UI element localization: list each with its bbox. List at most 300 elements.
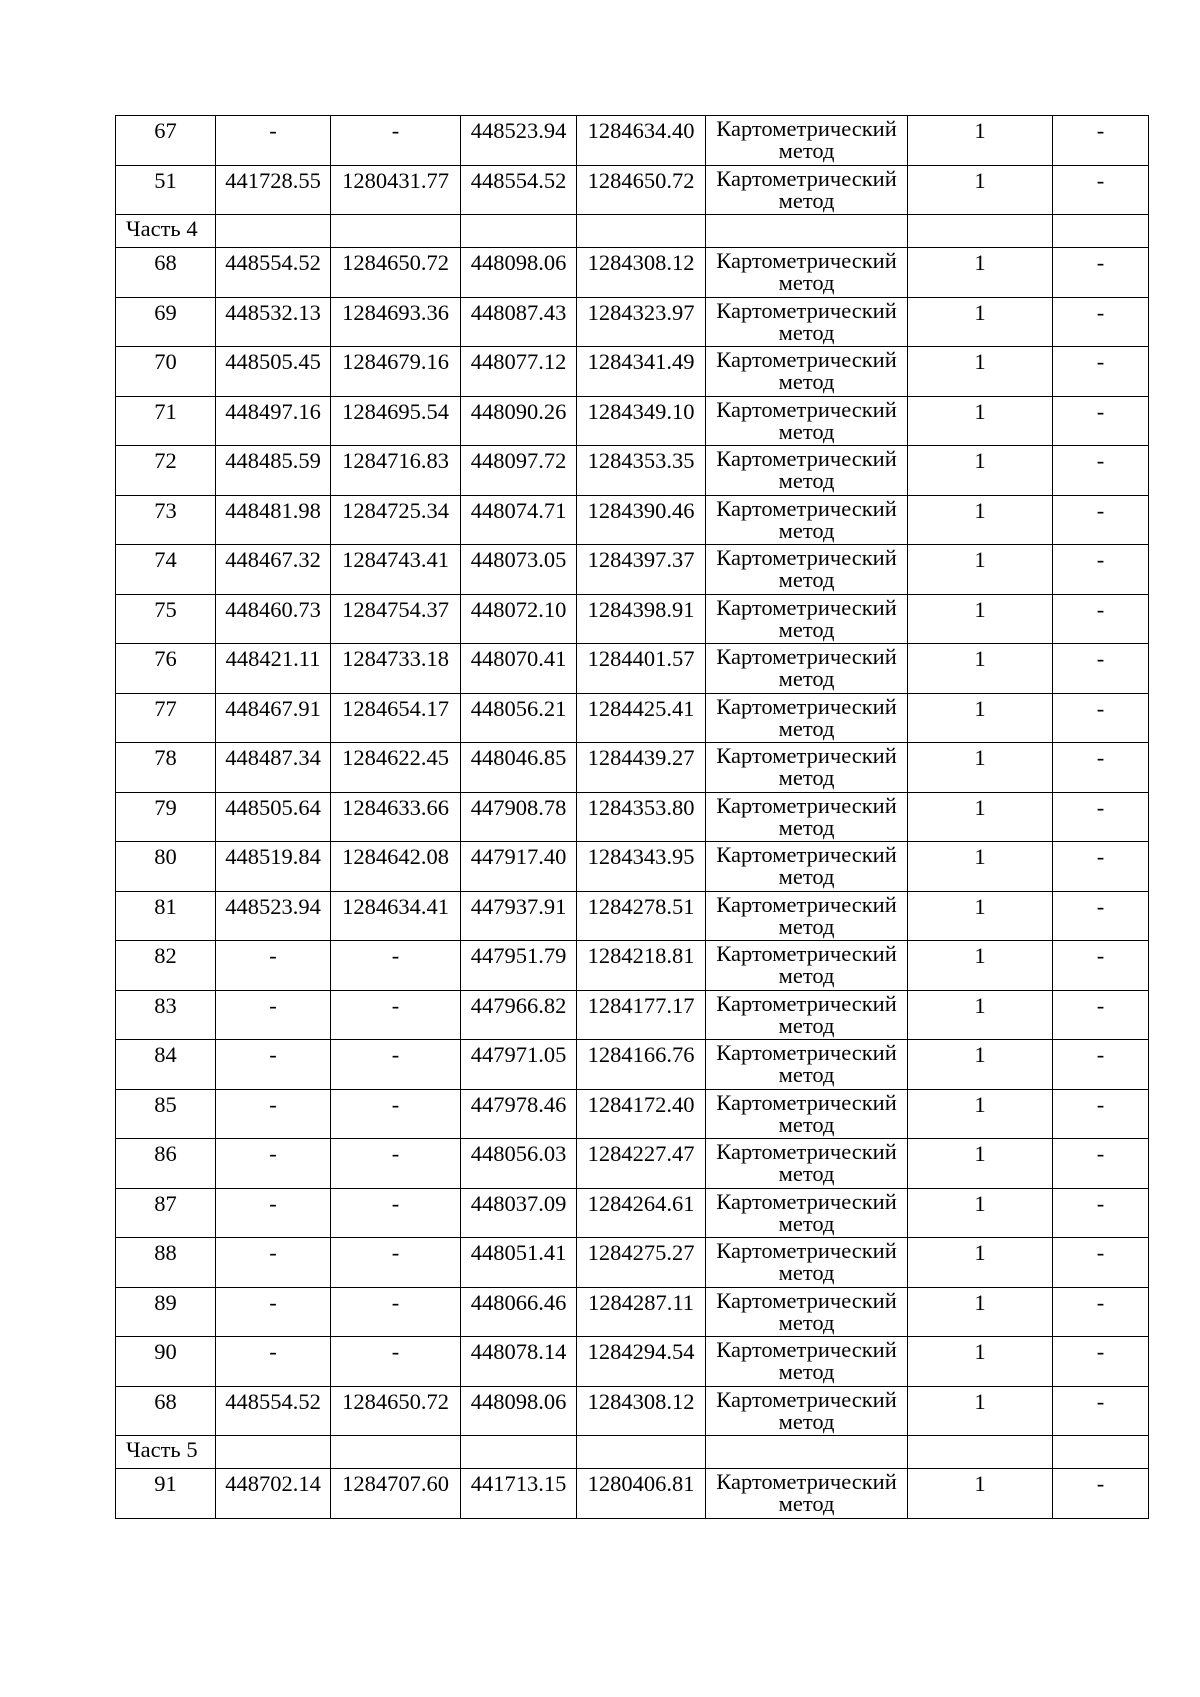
accuracy-cell: 1 <box>908 792 1053 842</box>
method-label-line2: метод <box>778 138 835 163</box>
table-row <box>116 165 1149 215</box>
method-label-line2: метод <box>778 1161 835 1186</box>
x-old-cell: 448554.52 <box>216 1386 331 1436</box>
x-new-cell: 448078.14 <box>461 1337 577 1387</box>
method-label-line1: Картометрический <box>716 1040 897 1065</box>
method-label-line2: метод <box>778 864 835 889</box>
x-new-cell: 448056.21 <box>461 693 577 743</box>
x-old-cell: - <box>216 941 331 991</box>
method-label-line1: Картометрический <box>716 644 897 669</box>
method-cell <box>706 1469 908 1519</box>
method-label-line1: Картометрический <box>716 941 897 966</box>
empty-cell <box>577 215 706 248</box>
table-row <box>116 1469 1149 1519</box>
x-new-cell: 448098.06 <box>461 248 577 298</box>
table-row <box>116 792 1149 842</box>
note-cell: - <box>1053 1287 1149 1337</box>
method-label-line1: Картометрический <box>716 594 897 620</box>
x-new-cell: 448090.26 <box>461 396 577 446</box>
y-new-cell: 1284275.27 <box>577 1238 706 1288</box>
note-cell: - <box>1053 1469 1149 1519</box>
y-new-cell: 1284323.97 <box>577 297 706 347</box>
empty-cell <box>706 1436 908 1469</box>
method-label-line2: метод <box>778 1309 835 1335</box>
x-old-cell: 448505.45 <box>216 347 331 397</box>
x-old-cell: - <box>216 990 331 1040</box>
method-label-line1: Картометрический <box>716 1287 897 1313</box>
note-cell: - <box>1053 1089 1149 1139</box>
empty-cell <box>461 1436 577 1469</box>
method-label-line1: Картометрический <box>716 693 897 719</box>
coordinates-table <box>115 115 1149 1519</box>
note-cell: - <box>1053 743 1149 793</box>
point-number-cell: 77 <box>116 693 216 743</box>
method-label-line2: метод <box>778 1012 835 1038</box>
note-cell: - <box>1053 165 1149 215</box>
note-cell: - <box>1053 1337 1149 1387</box>
empty-cell <box>216 1436 331 1469</box>
y-new-cell: 1284287.11 <box>577 1287 706 1337</box>
x-new-cell: 447966.82 <box>461 990 577 1040</box>
x-new-cell: 448073.05 <box>461 545 577 595</box>
empty-cell <box>331 215 461 248</box>
x-old-cell: 448485.59 <box>216 446 331 496</box>
x-old-cell: - <box>216 1238 331 1288</box>
accuracy-cell: 1 <box>908 165 1053 215</box>
table-row <box>116 347 1149 397</box>
x-new-cell: 448046.85 <box>461 743 577 793</box>
y-new-cell: 1284401.57 <box>577 644 706 694</box>
x-old-cell: 448487.34 <box>216 743 331 793</box>
x-old-cell: 448460.73 <box>216 594 331 644</box>
x-new-cell: 448098.06 <box>461 1386 577 1436</box>
accuracy-cell: 1 <box>908 990 1053 1040</box>
point-number-cell: 70 <box>116 347 216 397</box>
table-row <box>116 1386 1149 1436</box>
method-label-line2: метод <box>778 270 835 295</box>
point-number-cell: 81 <box>116 891 216 941</box>
y-old-cell: 1284716.83 <box>331 446 461 496</box>
method-label-line1: Картометрический <box>716 1089 897 1115</box>
x-old-cell: 448702.14 <box>216 1469 331 1519</box>
method-label-line1: Картометрический <box>716 116 897 141</box>
accuracy-cell: 1 <box>908 1386 1053 1436</box>
x-new-cell: 448070.41 <box>461 644 577 694</box>
point-number-cell: 73 <box>116 495 216 545</box>
x-new-cell: 448554.52 <box>461 165 577 215</box>
x-old-cell: 448523.94 <box>216 891 331 941</box>
method-label-line2: метод <box>778 1210 835 1236</box>
point-number-cell: 85 <box>116 1089 216 1139</box>
table-row <box>116 891 1149 941</box>
note-cell: - <box>1053 1040 1149 1090</box>
method-cell <box>706 446 908 496</box>
point-number-cell: 83 <box>116 990 216 1040</box>
table-row <box>116 446 1149 496</box>
method-cell <box>706 248 908 298</box>
y-old-cell: 1280431.77 <box>331 165 461 215</box>
method-cell <box>706 891 908 941</box>
x-old-cell: - <box>216 1139 331 1189</box>
y-new-cell: 1284353.80 <box>577 792 706 842</box>
x-old-cell: - <box>216 116 331 166</box>
method-label-line2: метод <box>778 1359 835 1384</box>
y-new-cell: 1284349.10 <box>577 396 706 446</box>
y-old-cell: 1284707.60 <box>331 1469 461 1519</box>
method-cell <box>706 644 908 694</box>
point-number-cell: 71 <box>116 396 216 446</box>
point-number-cell: 67 <box>116 116 216 166</box>
x-old-cell: 448532.13 <box>216 297 331 347</box>
point-number-cell: 75 <box>116 594 216 644</box>
method-cell <box>706 1287 908 1337</box>
y-new-cell: 1284353.35 <box>577 446 706 496</box>
accuracy-cell: 1 <box>908 297 1053 347</box>
point-number-cell: 68 <box>116 248 216 298</box>
point-number-cell: 79 <box>116 792 216 842</box>
x-new-cell: 448097.72 <box>461 446 577 496</box>
note-cell: - <box>1053 1238 1149 1288</box>
method-label-line1: Картометрический <box>716 495 897 521</box>
x-new-cell: 448074.71 <box>461 495 577 545</box>
note-cell: - <box>1053 990 1149 1040</box>
y-new-cell: 1284218.81 <box>577 941 706 991</box>
method-cell <box>706 1337 908 1387</box>
note-cell: - <box>1053 644 1149 694</box>
x-new-cell: 448066.46 <box>461 1287 577 1337</box>
empty-cell <box>216 215 331 248</box>
table-row <box>116 990 1149 1040</box>
method-cell <box>706 1188 908 1238</box>
y-new-cell: 1284294.54 <box>577 1337 706 1387</box>
method-cell <box>706 990 908 1040</box>
method-label-line1: Картометрический <box>716 446 897 471</box>
method-label-line1: Картометрический <box>716 1337 897 1362</box>
method-label-line2: метод <box>778 765 835 790</box>
note-cell: - <box>1053 941 1149 991</box>
note-cell: - <box>1053 545 1149 595</box>
accuracy-cell: 1 <box>908 594 1053 644</box>
method-cell <box>706 396 908 446</box>
table-row <box>116 495 1149 545</box>
table-body <box>116 116 1149 1519</box>
y-new-cell: 1284650.72 <box>577 165 706 215</box>
accuracy-cell: 1 <box>908 743 1053 793</box>
method-label-line2: метод <box>778 187 835 213</box>
note-cell: - <box>1053 891 1149 941</box>
empty-cell <box>908 215 1053 248</box>
y-old-cell: - <box>331 1089 461 1139</box>
method-cell <box>706 792 908 842</box>
note-cell: - <box>1053 396 1149 446</box>
note-cell: - <box>1053 1188 1149 1238</box>
method-label-line1: Картометрический <box>716 165 897 191</box>
y-new-cell: 1284398.91 <box>577 594 706 644</box>
y-new-cell: 1284227.47 <box>577 1139 706 1189</box>
y-new-cell: 1284439.27 <box>577 743 706 793</box>
method-cell <box>706 1238 908 1288</box>
method-label-line1: Картометрический <box>716 1238 897 1263</box>
y-new-cell: 1284397.37 <box>577 545 706 595</box>
table-row <box>116 1337 1149 1387</box>
method-cell <box>706 495 908 545</box>
method-label-line2: метод <box>778 715 835 741</box>
x-old-cell: 448481.98 <box>216 495 331 545</box>
accuracy-cell: 1 <box>908 1469 1053 1519</box>
y-new-cell: 1284278.51 <box>577 891 706 941</box>
x-new-cell: 448072.10 <box>461 594 577 644</box>
y-old-cell: - <box>331 1238 461 1288</box>
method-label-line1: Картометрический <box>716 248 897 273</box>
accuracy-cell: 1 <box>908 347 1053 397</box>
method-label-line2: метод <box>778 963 835 988</box>
y-new-cell: 1284264.61 <box>577 1188 706 1238</box>
table-row <box>116 1089 1149 1139</box>
note-cell: - <box>1053 1139 1149 1189</box>
y-old-cell: 1284743.41 <box>331 545 461 595</box>
accuracy-cell: 1 <box>908 1287 1053 1337</box>
y-old-cell: 1284634.41 <box>331 891 461 941</box>
method-label-line2: метод <box>778 1408 835 1434</box>
table-row <box>116 644 1149 694</box>
x-new-cell: 447917.40 <box>461 842 577 892</box>
accuracy-cell: 1 <box>908 1188 1053 1238</box>
y-old-cell: 1284650.72 <box>331 1386 461 1436</box>
note-cell: - <box>1053 495 1149 545</box>
y-old-cell: 1284725.34 <box>331 495 461 545</box>
y-new-cell: 1284166.76 <box>577 1040 706 1090</box>
point-number-cell: 76 <box>116 644 216 694</box>
y-old-cell: - <box>331 1188 461 1238</box>
x-new-cell: 441713.15 <box>461 1469 577 1519</box>
x-old-cell: 448554.52 <box>216 248 331 298</box>
y-new-cell: 1284634.40 <box>577 116 706 166</box>
accuracy-cell: 1 <box>908 446 1053 496</box>
y-old-cell: 1284679.16 <box>331 347 461 397</box>
part-label: Часть 5 <box>116 1436 216 1469</box>
method-cell <box>706 594 908 644</box>
method-cell <box>706 1040 908 1090</box>
y-new-cell: 1280406.81 <box>577 1469 706 1519</box>
method-label-line2: метод <box>778 616 835 642</box>
method-label-line2: метод <box>778 1062 835 1087</box>
empty-cell <box>908 1436 1053 1469</box>
point-number-cell: 87 <box>116 1188 216 1238</box>
point-number-cell: 51 <box>116 165 216 215</box>
point-number-cell: 91 <box>116 1469 216 1519</box>
empty-cell <box>461 215 577 248</box>
x-old-cell: 448467.32 <box>216 545 331 595</box>
table-row <box>116 1139 1149 1189</box>
accuracy-cell: 1 <box>908 116 1053 166</box>
y-old-cell: - <box>331 1040 461 1090</box>
method-cell <box>706 693 908 743</box>
method-label-line2: метод <box>778 1111 835 1137</box>
y-new-cell: 1284390.46 <box>577 495 706 545</box>
method-cell <box>706 116 908 166</box>
method-cell <box>706 297 908 347</box>
x-old-cell: 448421.11 <box>216 644 331 694</box>
y-old-cell: 1284642.08 <box>331 842 461 892</box>
y-old-cell: 1284693.36 <box>331 297 461 347</box>
method-cell <box>706 347 908 397</box>
y-old-cell: - <box>331 116 461 166</box>
point-number-cell: 88 <box>116 1238 216 1288</box>
note-cell: - <box>1053 594 1149 644</box>
accuracy-cell: 1 <box>908 1238 1053 1288</box>
point-number-cell: 74 <box>116 545 216 595</box>
point-number-cell: 90 <box>116 1337 216 1387</box>
y-old-cell: 1284633.66 <box>331 792 461 842</box>
table-row <box>116 941 1149 991</box>
point-number-cell: 69 <box>116 297 216 347</box>
method-label-line2: метод <box>778 814 835 840</box>
note-cell: - <box>1053 792 1149 842</box>
note-cell: - <box>1053 693 1149 743</box>
y-old-cell: 1284622.45 <box>331 743 461 793</box>
note-cell: - <box>1053 116 1149 166</box>
accuracy-cell: 1 <box>908 644 1053 694</box>
note-cell: - <box>1053 1386 1149 1436</box>
method-label-line2: метод <box>778 1491 835 1516</box>
x-old-cell: 441728.55 <box>216 165 331 215</box>
point-number-cell: 86 <box>116 1139 216 1189</box>
point-number-cell: 89 <box>116 1287 216 1337</box>
method-label-line1: Картометрический <box>716 347 897 372</box>
point-number-cell: 80 <box>116 842 216 892</box>
y-new-cell: 1284341.49 <box>577 347 706 397</box>
x-new-cell: 448056.03 <box>461 1139 577 1189</box>
x-new-cell: 447951.79 <box>461 941 577 991</box>
table-row <box>116 1040 1149 1090</box>
x-old-cell: 448497.16 <box>216 396 331 446</box>
part-header-row <box>116 215 1149 248</box>
accuracy-cell: 1 <box>908 545 1053 595</box>
method-label-line2: метод <box>778 369 835 394</box>
y-old-cell: - <box>331 1139 461 1189</box>
method-label-line1: Картометрический <box>716 1188 897 1214</box>
table-row <box>116 545 1149 595</box>
x-old-cell: - <box>216 1040 331 1090</box>
empty-cell <box>706 215 908 248</box>
table-row <box>116 594 1149 644</box>
accuracy-cell: 1 <box>908 1040 1053 1090</box>
x-old-cell: - <box>216 1188 331 1238</box>
accuracy-cell: 1 <box>908 1139 1053 1189</box>
note-cell: - <box>1053 842 1149 892</box>
method-label-line1: Картометрический <box>716 545 897 570</box>
method-label-line1: Картометрический <box>716 792 897 818</box>
y-old-cell: 1284695.54 <box>331 396 461 446</box>
y-new-cell: 1284425.41 <box>577 693 706 743</box>
method-label-line2: метод <box>778 517 835 543</box>
y-old-cell: 1284654.17 <box>331 693 461 743</box>
method-cell <box>706 1386 908 1436</box>
x-old-cell: - <box>216 1089 331 1139</box>
accuracy-cell: 1 <box>908 693 1053 743</box>
method-label-line2: метод <box>778 1260 835 1285</box>
table-row <box>116 693 1149 743</box>
empty-cell <box>577 1436 706 1469</box>
note-cell: - <box>1053 297 1149 347</box>
note-cell: - <box>1053 347 1149 397</box>
accuracy-cell: 1 <box>908 248 1053 298</box>
method-cell <box>706 1139 908 1189</box>
table-row <box>116 116 1149 166</box>
accuracy-cell: 1 <box>908 1337 1053 1387</box>
x-new-cell: 448051.41 <box>461 1238 577 1288</box>
method-label-line1: Картометрический <box>716 891 897 917</box>
method-label-line1: Картометрический <box>716 396 897 422</box>
x-old-cell: - <box>216 1337 331 1387</box>
y-new-cell: 1284172.40 <box>577 1089 706 1139</box>
accuracy-cell: 1 <box>908 941 1053 991</box>
point-number-cell: 84 <box>116 1040 216 1090</box>
y-old-cell: 1284754.37 <box>331 594 461 644</box>
method-label-line2: метод <box>778 567 835 592</box>
table-row <box>116 1287 1149 1337</box>
method-cell <box>706 545 908 595</box>
method-label-line2: метод <box>778 418 835 444</box>
y-new-cell: 1284177.17 <box>577 990 706 1040</box>
x-old-cell: 448467.91 <box>216 693 331 743</box>
point-number-cell: 78 <box>116 743 216 793</box>
table-row <box>116 1188 1149 1238</box>
note-cell: - <box>1053 446 1149 496</box>
accuracy-cell: 1 <box>908 396 1053 446</box>
y-new-cell: 1284308.12 <box>577 248 706 298</box>
method-label-line2: метод <box>778 319 835 345</box>
method-label-line1: Картометрический <box>716 1469 897 1494</box>
point-number-cell: 82 <box>116 941 216 991</box>
table-row <box>116 297 1149 347</box>
part-header-row <box>116 1436 1149 1469</box>
note-cell: - <box>1053 248 1149 298</box>
method-label-line2: метод <box>778 913 835 939</box>
empty-cell <box>1053 215 1149 248</box>
y-old-cell: - <box>331 990 461 1040</box>
method-cell <box>706 842 908 892</box>
x-old-cell: 448519.84 <box>216 842 331 892</box>
method-label-line2: метод <box>778 666 835 691</box>
y-old-cell: - <box>331 941 461 991</box>
method-label-line1: Картометрический <box>716 297 897 323</box>
method-label-line2: метод <box>778 468 835 493</box>
table-row <box>116 248 1149 298</box>
x-new-cell: 448077.12 <box>461 347 577 397</box>
empty-cell <box>331 1436 461 1469</box>
y-old-cell: 1284650.72 <box>331 248 461 298</box>
table-row <box>116 842 1149 892</box>
x-new-cell: 447908.78 <box>461 792 577 842</box>
accuracy-cell: 1 <box>908 842 1053 892</box>
x-new-cell: 448523.94 <box>461 116 577 166</box>
table-row <box>116 396 1149 446</box>
x-new-cell: 448037.09 <box>461 1188 577 1238</box>
method-label-line1: Картометрический <box>716 1386 897 1412</box>
empty-cell <box>1053 1436 1149 1469</box>
method-label-line1: Картометрический <box>716 743 897 768</box>
y-old-cell: - <box>331 1337 461 1387</box>
method-cell <box>706 941 908 991</box>
x-new-cell: 447978.46 <box>461 1089 577 1139</box>
point-number-cell: 68 <box>116 1386 216 1436</box>
method-label-line1: Картометрический <box>716 1139 897 1164</box>
point-number-cell: 72 <box>116 446 216 496</box>
accuracy-cell: 1 <box>908 495 1053 545</box>
y-new-cell: 1284308.12 <box>577 1386 706 1436</box>
method-cell <box>706 743 908 793</box>
